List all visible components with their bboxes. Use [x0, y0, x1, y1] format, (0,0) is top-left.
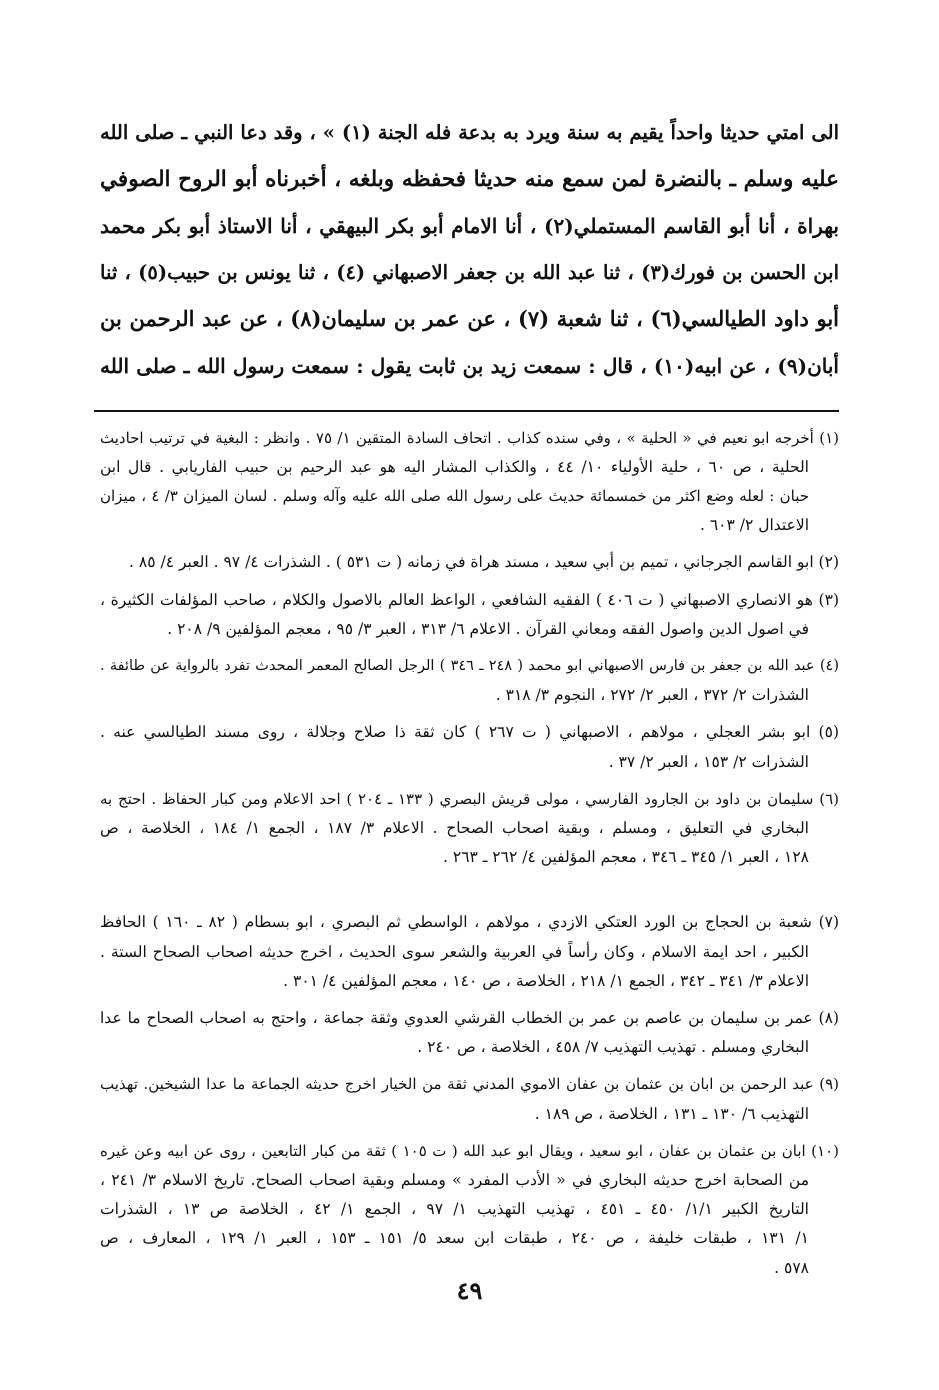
footnote-line: الشذرات ٢/ ١٥٣ ، العبر ٢/ ٣٧ . — [608, 752, 809, 771]
footnote-8 — [100, 1004, 839, 1062]
footnote-line: الشذرات ٢/ ٣٧٢ ، العبر ٢/ ٢٧٢ ، النجوم ٣/ ٣١٨ . — [495, 686, 809, 705]
footnote-line: (٩) عبد الرحمن بن ابان بن عثمان بن عفان الاموي المدني ثقة من الخيار اخرج حديثه الجماعة ما عدا الشيخين. تهذيب — [100, 1075, 839, 1094]
footnote-line: البخاري ومسلم . تهذيب التهذيب ٧/ ٤٥٨ ، الخلاصة ، ص ٢٤٠ . — [417, 1038, 809, 1057]
footnote-line: التاريخ الكبير ١/١/ ٤٥٠ ـ ٤٥١ ، تهذيب التهذيب ١/ ٩٧ ، الجمع ١/ ٤٢ ، الخلاصة ص ١٣ ، الشذرات — [100, 1200, 809, 1219]
footnote-7 — [100, 908, 839, 996]
footnote-line: الكبير ، احد ايمة الاسلام ، وكان رأساً في العربية والشعر سوى الحديث ، اخرج حديثه اصحاب الصحاح الستة . — [100, 942, 809, 961]
main-text — [100, 110, 839, 390]
footnote-3 — [100, 586, 839, 644]
main-text-line: ابن الحسن بن فورك(٣) ، ثنا عبد الله بن جعفر الاصبهاني (٤) ، ثنا يونس بن حبيب(٥) ، ثنا — [100, 260, 839, 284]
footnote-line: حبان : لعله وضع اكثر من خمسمائة حديث على رسول الله صلى الله عليه وآله وسلم . لسان الميزان ٣/ ٤ ، ميزان — [100, 486, 809, 505]
page-number: ٤٩ — [456, 1276, 483, 1305]
footnote-line: التهذيب ٦/ ١٣٠ ـ ١٣١ ، الخلاصة ، ص ١٨٩ . — [534, 1104, 809, 1123]
footnote-line: الحلية ، ص ٦٠ ، حلية الأولياء ١٠/ ٤٤ ، والكذاب المشار اليه هو عبد الرحيم بن حبيب الفاريابي . قال ابن — [100, 457, 809, 476]
footnote-4 — [100, 652, 839, 710]
footnote-6 — [100, 785, 839, 873]
footnote-line: (٧) شعبة بن الحجاج بن الورد العتكي الازدي ، مولاهم ، الواسطي ثم البصري ، ابو بسطام ( ٨٢ ـ ١٦٠ ) الحافظ — [100, 913, 840, 932]
main-text-line: أبان(٩) ، عن ابيه(١٠) ، قال : سمعت زيد بن ثابت يقول : سمعت رسول الله ـ صلى الله — [100, 353, 839, 378]
footnote-5 — [100, 718, 839, 776]
footnote-line: ٥٧٨ . — [774, 1258, 809, 1277]
main-text-line: الى امتي حديثا واحداً يقيم به سنة ويرد به بدعة فله الجنة (١) » ، وقد دعا النبي ـ صلى الله — [100, 121, 839, 144]
footnotes — [100, 424, 839, 1283]
footnote-line: (٣) هو الانصاري الاصبهاني ( ت ٤٠٦ ) الفقيه الشافعي ، الواعظ العالم بالاصول والكلام ، صاحب المؤلفات الكثيرة ، — [100, 590, 839, 609]
footnote-line: الاعلام ٣/ ٣٤١ ـ ٣٤٢ ، الجمع ١/ ٢١٨ ، الخلاصة ، ص ١٤٠ ، معجم المؤلفين ٤/ ٣٠١ . — [283, 971, 809, 990]
footnote-line: البخاري في التعليق ، ومسلم ، وبقية اصحاب الصحاح . الاعلام ٣/ ١٨٧ ، الجمع ١/ ١٨٤ ، الخلاصة ، ص — [100, 819, 809, 837]
main-text-line: بهراة ، أنا أبو القاسم المستملي(٢) ، أنا الامام أبو بكر البيهقي ، أنا الاستاذ أبو بكر محمد — [100, 214, 839, 239]
footnote-line: (٥) ابو بشر العجلي ، مولاهم ، الاصبهاني ( ت ٢٦٧ ) كان ثقة ذا صلاح وجلالة ، روى مسند الطيالسي عنه . — [100, 723, 839, 742]
footnote-line: (١٠) ابان بن عثمان بن عفان ، ابو سعيد ، ويقال ابو عبد الله ( ت ١٠٥ ) ثقة من كبار التابعين ، روى عن ابيه وعن غيره — [100, 1141, 839, 1160]
footnote-line: (١) أخرجه ابو نعيم في « الحلية » ، وفي سنده كذاب . اتحاف السادة المتقين ١/ ٧٥ . وانظر : البغية في ترتيب احاديث — [100, 428, 839, 447]
footnote-line: ١٢٨ ، العبر ١/ ٣٤٥ ـ ٣٤٦ ، معجم المؤلفين ٤/ ٢٦٢ ـ ٢٦٣ . — [443, 848, 809, 867]
footnote-line: الاعتدال ٢/ ٦٠٣ . — [699, 516, 809, 535]
footnote-line: (٤) عبد الله بن جعفر بن فارس الاصبهاني ابو محمد ( ٢٤٨ ـ ٣٤٦ ) الرجل الصالح المعمر المحدث تفرد بالرواية عن طائفة . — [100, 657, 839, 674]
footnote-line: من الصحابة اخرج حديثه البخاري في « الأدب المفرد » ومسلم وبقية اصحاب الصحاح. تاريخ الاسلام ٣/ ٢٤١ ، — [100, 1171, 809, 1190]
footnote-line: (٨) عمر بن سليمان بن عاصم بن عمر بن الخطاب القرشي العدوي وثقة جماعة ، واحتج به اصحاب الصحاح ما عدا — [100, 1009, 839, 1028]
footnote-line: (٢) ابو القاسم الجرجاني ، تميم بن أبي سعيد ، مسند هراة في زمانه ( ت ٥٣١ ) . الشذرات ٤/ ٩٧ . العبر ٤/ ٨٥ . — [129, 553, 839, 572]
footnote-line: ١/ ١٣١ ، طبقات خليفة ، ص ٢٤٠ ، طبقات ابن سعد ٥/ ١٥١ ـ ١٥٣ ، العبر ١/ ١٢٩ ، المعارف ، ص — [100, 1229, 809, 1248]
footnote-2 — [100, 548, 839, 577]
footnote-1 — [100, 424, 839, 541]
main-text-line: أبو داود الطيالسي(٦) ، ثنا شعبة (٧) ، عن عمر بن سليمان(٨) ، عن عبد الرحمن بن — [100, 306, 840, 332]
footnote-10 — [100, 1137, 839, 1283]
footnote-9 — [100, 1070, 839, 1128]
footnote-line: في اصول الدين واصول الفقه ومعاني القرآن . الاعلام ٦/ ٣١٣ ، العبر ٣/ ٩٥ ، معجم المؤلفين ٩/ ٢٠٨ . — [167, 619, 809, 638]
footnote-line: (٦) سليمان بن داود بن الجارود الفارسي ، مولى قريش البصري ( ١٣٣ ـ ٢٠٤ ) احد الاعلام ومن كبار الحفاظ . احتج به — [100, 789, 839, 808]
footnote-separator — [94, 410, 839, 412]
main-text-line: عليه وسلم ـ بالنضرة لمن سمع منه حديثا فحفظه وبلغه ، أخبرناه أبو الروح الصوفي — [100, 166, 839, 192]
